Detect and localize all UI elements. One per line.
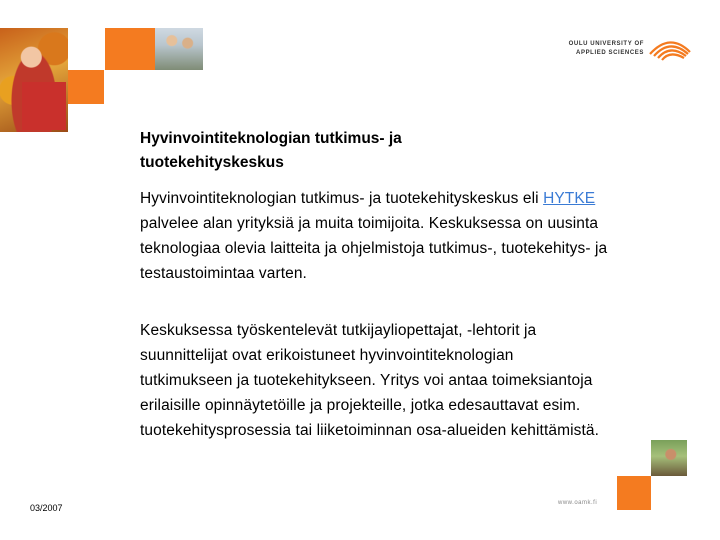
paragraph-staff: Keskuksessa työskentelevät tutkijayliopettajat, -lehtorit ja suunnittelijat ovat erikoistuneet hyvinvointiteknologian tutkimukseen ja tuotekehitykseen. Yritys voi antaa toimeksiantoja erilaisille opinnäytetöille ja projekteille, jotka edesauttavat esim. tuotekehitysprosessia tai liiketoiminnan osa-alueiden kehittämistä. [140, 322, 600, 439]
paragraph-intro [140, 186, 610, 286]
university-logo-text [556, 40, 644, 58]
orange-decor-block-small [68, 70, 104, 104]
people-outdoor-photo [155, 28, 203, 70]
paragraph-intro-start: Hyvinvointiteknologian tutkimus- ja tuotekehityskeskus eli [140, 190, 544, 207]
hytke-link[interactable]: HYTKE [543, 190, 596, 207]
small-outdoor-photo [651, 440, 687, 476]
orange-decor-block-bottom [617, 476, 651, 510]
slide-date: 03/2007 [30, 503, 63, 513]
logo-line-2: APPLIED SCIENCES [576, 50, 644, 56]
orange-decor-block [105, 28, 155, 70]
paragraph-intro-end: palvelee alan yrityksiä ja muita toimijoita. Keskuksessa on uusinta teknologiaa olevia laitteita ja ohjelmistoja tutkimus-, tuotekehitys- ja testaustoimintaa varten. [140, 215, 608, 282]
logo-line-1: OULU UNIVERSITY OF [568, 41, 644, 47]
slide-title: Hyvinvointiteknologian tutkimus- ja tuotekehityskeskus [140, 130, 402, 171]
university-logo-icon [648, 34, 692, 62]
red-decor-block [22, 82, 66, 130]
footer-url: www.oamk.fi [558, 500, 598, 506]
